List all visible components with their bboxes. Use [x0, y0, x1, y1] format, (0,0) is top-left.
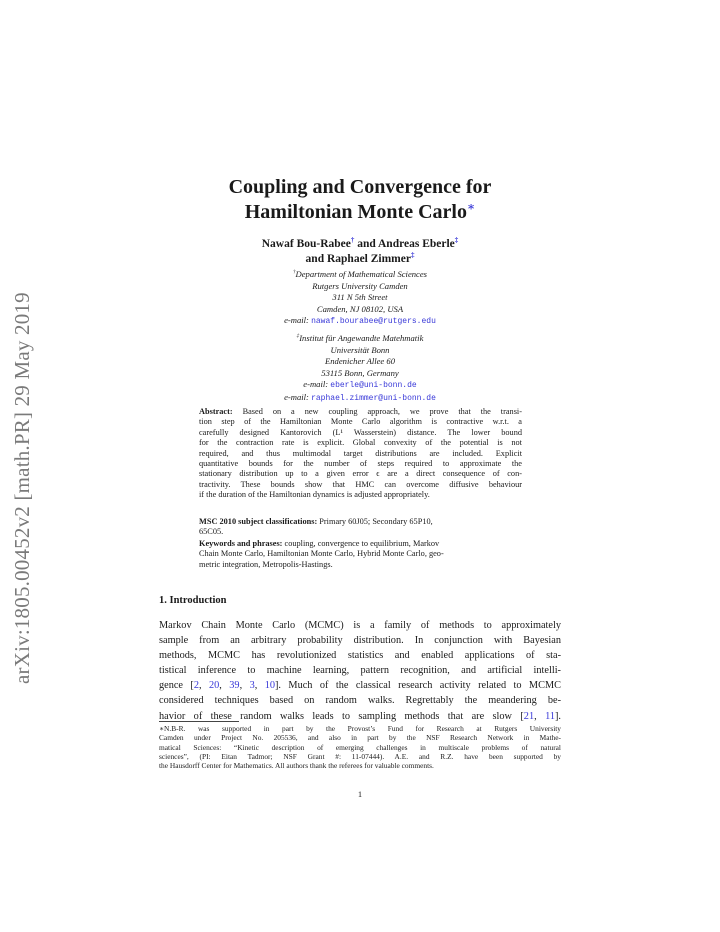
affiliation-1-email-label: e-mail:	[284, 315, 312, 326]
author-2-mark[interactable]: ‡	[454, 237, 459, 245]
title-footnote-mark[interactable]: ∗	[466, 199, 476, 214]
author-1: Nawaf Bou-Rabee	[261, 238, 351, 250]
affiliation-2-city: 53115 Bonn, Germany	[321, 367, 399, 378]
keywords-line-1	[199, 539, 522, 549]
author-conjunction-2: and	[305, 253, 327, 265]
abstract-line: tractivity. These bounds show that HMC can overcome diffusive behaviour	[199, 479, 522, 489]
msc-label: MSC 2010 subject classifications:	[199, 517, 318, 526]
affiliation-2-email-label-1: e-mail:	[303, 379, 331, 390]
intro-line-5-pre: gence [	[159, 680, 194, 692]
abstract-line: for the contraction rate is explicit. Global convexity of the potential is not	[199, 438, 522, 448]
keywords-text-1: coupling, convergence to equilibrium, Markov	[282, 539, 440, 548]
citation-link[interactable]: 2	[193, 680, 200, 692]
abstract-line: tion step of the Hamiltonian Monte Carlo algorithm is contractive w.r.t. a	[199, 417, 522, 427]
affiliation-1-email-line	[160, 315, 560, 328]
intro-line: sample from an arbitrary probability distribution. In conjunction with Bayesian	[159, 635, 561, 647]
affiliation-2-email-link-1[interactable]: eberle@uni-bonn.de	[330, 381, 417, 391]
affiliation-2-email-line-1	[160, 379, 560, 392]
abstract-line: if the duration of the Hamiltonian dynamics is adjusted appropriately.	[199, 490, 430, 500]
author-list	[160, 237, 560, 267]
abstract	[199, 407, 522, 501]
citation-link[interactable]: 3	[249, 680, 255, 692]
affiliation-1-dept	[160, 269, 560, 281]
footnote-line: ∗N.B-R. was supported in part by the Provost’s Fund for Research at Rutgers University	[159, 724, 561, 733]
abstract-line	[199, 407, 522, 417]
footnote-rule	[159, 721, 239, 722]
affiliation-1-street: 311 N 5th Street	[332, 292, 388, 303]
keywords	[199, 539, 522, 570]
affiliation-bonn	[160, 333, 560, 405]
affiliation-2-inst	[160, 333, 560, 345]
keywords-line-2: Chain Monte Carlo, Hamiltonian Monte Carlo, Hybrid Monte Carlo, geo-	[199, 549, 444, 559]
footnote-line: Camden under Project No. 205536, and also in part by the NSF Research Network in Mathe-	[159, 733, 561, 743]
msc-line-1	[199, 517, 522, 527]
keywords-line-3: metric integration, Metropolis-Hastings.	[199, 559, 333, 569]
affiliation-1-email-link[interactable]: nawaf.bourabee@rutgers.edu	[311, 317, 436, 327]
citation-link[interactable]: 21	[523, 710, 535, 722]
author-2: Andreas Eberle	[378, 238, 455, 250]
affiliation-2-mark: ‡	[296, 333, 300, 340]
intro-line-7-pre: havior of these random walks leads to sampling methods that are slow [	[159, 710, 524, 722]
arxiv-identifier-stamp: arXiv:1805.00452v2 [math.PR] 29 May 2019	[10, 292, 34, 684]
footnote-line: sciences”, (PI: Eitan Tadmor; NSF Grant #: 11-07444). A.E. and R.Z. have been supported by	[159, 751, 561, 761]
citation-link[interactable]: 11	[545, 710, 555, 722]
msc-text: Primary 60J05; Secondary 65P10,	[317, 517, 433, 526]
intro-line-citations-a: gence [2, 20, 39, 3, 10]. Much of the classical research activity related to MCMC	[159, 680, 561, 692]
author-conjunction-1: and	[354, 238, 378, 250]
title-line-1: Coupling and Convergence for	[228, 176, 492, 198]
citation-link[interactable]: 39	[229, 680, 240, 692]
affiliation-2-inst-text: Institut für Angewandte Matehmatik	[299, 333, 424, 343]
footnote-line: the Hausdorff Center for Mathematics. All authors thank the referees for valuable comments.	[159, 761, 434, 771]
keywords-label: Keywords and phrases:	[199, 539, 283, 548]
paper-title	[160, 175, 560, 225]
intro-line: Markov Chain Monte Carlo (MCMC) is a family of methods to approximately	[159, 620, 561, 631]
section-heading-introduction: 1. Introduction	[159, 595, 227, 606]
intro-line-citations-b: havior of these random walks leads to sampling methods that are slow [21, 11].	[159, 710, 561, 722]
authors-line-1	[160, 237, 560, 252]
citation-link[interactable]: 20	[209, 680, 220, 692]
intro-line-5-post: ]. Much of the classical research activity related to MCMC	[275, 680, 561, 692]
footnote-line: matical Sciences: “Kinetic description of emerging challenges in multiscale problems of natural	[159, 742, 561, 752]
intro-line: considered techniques based on random walks. Regrettably the meandering be-	[159, 695, 561, 707]
title-line-2	[160, 200, 560, 225]
page-number: 1	[357, 789, 363, 799]
intro-line-7-post: ].	[554, 710, 561, 722]
affiliation-rutgers	[160, 269, 560, 328]
abstract-line: stationary distribution up to a given error ϵ are a direct consequence of con-	[199, 469, 522, 479]
introduction-paragraph	[159, 618, 561, 724]
affiliation-1-mark: †	[292, 269, 296, 276]
affiliation-2-street: Endenicher Allee 60	[324, 356, 395, 367]
affiliation-1-dept-text: Department of Mathematical Sciences	[295, 269, 428, 279]
msc-line-2: 65C05.	[199, 527, 224, 537]
author-3-mark[interactable]: ‡	[410, 252, 415, 260]
authors-line-2	[160, 252, 560, 267]
intro-line: tistical inference to machine learning, pattern recognition, and artificial intelli-	[159, 665, 561, 677]
author-3: Raphael Zimmer	[326, 253, 411, 265]
affiliation-2-email-link-2[interactable]: raphael.zimmer@uni-bonn.de	[311, 393, 436, 403]
affiliation-1-university: Rutgers University Camden	[312, 280, 408, 291]
citation-link[interactable]: 10	[264, 680, 275, 692]
intro-line: methods, MCMC has revolutionized statistics and enabled applications of sta-	[159, 650, 561, 662]
affiliation-2-email-label-2: e-mail:	[284, 391, 312, 402]
abstract-label: Abstract:	[199, 407, 233, 416]
abstract-line: carefully designed Kantorovich (L¹ Wasserstein) distance. The lower bound	[199, 427, 522, 437]
affiliation-2-university: Universität Bonn	[330, 344, 390, 355]
abstract-line-text: Based on a new coupling approach, we prove that the transi-	[232, 407, 522, 416]
affiliation-1-city: Camden, NJ 08102, USA	[316, 303, 404, 314]
abstract-line: quantitative bounds for the number of steps required to approximate the	[199, 459, 522, 469]
affiliation-2-email-line-2	[160, 392, 560, 405]
abstract-line: required, and thus multimodal target distributions are included. Explicit	[199, 448, 522, 458]
title-line-2-text: Hamiltonian Monte Carlo	[244, 201, 467, 223]
msc-classifications	[199, 517, 522, 538]
funding-footnote	[159, 724, 561, 770]
author-1-mark[interactable]: †	[350, 237, 355, 245]
